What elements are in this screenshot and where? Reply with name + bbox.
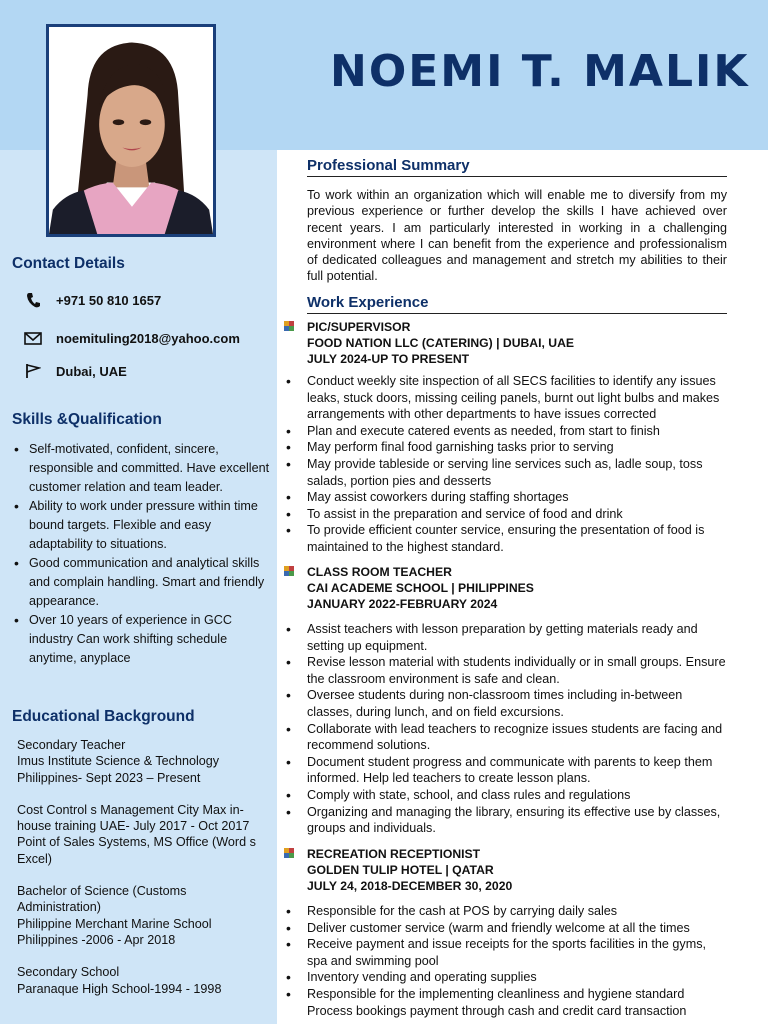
duty-item: • Assist teachers with lesson preparation by getting materials ready and setting up equipment.: [307, 621, 729, 654]
flag-icon: [24, 363, 42, 379]
duty-item: • Revise lesson material with students individually or in small groups. Ensure the classroom environment is safe and clean.: [307, 654, 729, 687]
profile-photo: [46, 24, 216, 237]
education-line: Cost Control s Management City Max in-house training UAE- July 2017 - Oct 2017: [17, 802, 250, 834]
duty-item: • Conduct weekly site inspection of all SECS facilities to identify any issues leaks, stuck doors, missing ceiling panels, burnt out light bulbs and makes arrangements with other departments to have issues corrected: [307, 373, 729, 423]
education-line: Secondary Teacher: [17, 738, 126, 752]
job-company: GOLDEN TULIP HOTEL | QATAR: [307, 863, 494, 878]
summary-heading: Professional Summary: [307, 157, 727, 177]
skills-heading: Skills &Qualification: [12, 411, 162, 428]
education-line: Point of Sales Systems, MS Office (Word s Excel): [17, 835, 256, 866]
duty-item: • To provide efficient counter service, ensuring the presentation of food is maintained to the highest standard.: [307, 522, 729, 555]
education-line: Paranaque High School-1994 - 1998: [17, 981, 222, 996]
education-line: Philippines- Sept 2023 – Present: [17, 770, 201, 785]
duty-item: • Responsible for the cash at POS by carrying daily sales: [307, 903, 729, 920]
job-dates: JULY 2024-UP TO PRESENT: [307, 352, 470, 367]
duty-item: • Collaborate with lead teachers to recognize issues students are facing and recommend solutions.: [307, 721, 729, 754]
duty-item: • Comply with state, school, and class rules and regulations: [307, 787, 729, 804]
education-entry: [17, 883, 272, 948]
job-title: CLASS ROOM TEACHER: [307, 565, 452, 579]
duty-item: • Deliver customer service (warm and friendly welcome at all the times: [307, 920, 729, 937]
skills-list: [12, 440, 270, 668]
duty-item: • To assist in the preparation and service of food and drink: [307, 506, 729, 523]
contact-email: [24, 330, 240, 346]
bullet-marker-icon: [284, 848, 294, 858]
duty-item: • May provide tableside or serving line services such as, ladle soup, toss salads, portion pies and desserts: [307, 456, 729, 489]
education-entry: [17, 802, 272, 867]
job-title: PIC/SUPERVISOR: [307, 320, 411, 334]
skill-item: • Over 10 years of experience in GCC industry Can work shifting schedule anytime, anyplace: [12, 611, 270, 668]
job-header: [307, 564, 534, 613]
education-heading: Educational Background: [12, 708, 195, 725]
job-duties: [307, 903, 729, 1019]
duty-item: • Receive payment and issue receipts for the sports facilities in the gyms, spa and swimming pool: [307, 936, 729, 969]
duty-item: • Responsible for the implementing cleanliness and hygiene standard Process bookings payment through cash and credit card transaction: [307, 986, 729, 1019]
duty-item: • May perform final food garnishing tasks prior to serving: [307, 439, 729, 456]
experience-heading: Work Experience: [307, 294, 727, 314]
phone-icon: [24, 292, 42, 308]
bullet-marker-icon: [284, 321, 294, 331]
job-company: CAI ACADEME SCHOOL | PHILIPPINES: [307, 581, 534, 596]
bullet-marker-icon: [284, 566, 294, 576]
duty-item: • Document student progress and communicate with parents to keep them informed. Help led teachers to create lesson plans.: [307, 754, 729, 787]
job-title: RECREATION RECEPTIONIST: [307, 847, 481, 861]
skill-item: • Ability to work under pressure within time bound targets. Flexible and easy adaptability to situations.: [12, 497, 270, 554]
education-line: Secondary School: [17, 965, 120, 980]
job-company: FOOD NATION LLC (CATERING) | DUBAI, UAE: [307, 336, 574, 351]
duty-item: • Organizing and managing the library, ensuring its effective use by classes, groups and individuals.: [307, 804, 729, 837]
duty-item: • Inventory vending and operating supplies: [307, 969, 729, 986]
envelope-icon: [24, 330, 42, 346]
duty-item: • May assist coworkers during staffing shortages: [307, 489, 729, 506]
education-entry: [17, 737, 272, 786]
contact-phone: [24, 292, 161, 308]
job-dates: JULY 24, 2018-DECEMBER 30, 2020: [307, 879, 513, 894]
phone-text: +971 50 810 1657: [56, 292, 162, 308]
job-header: [307, 846, 512, 895]
skill-item: • Good communication and analytical skills and complain handling. Smart and friendly appearance.: [12, 554, 270, 611]
job-duties: [307, 373, 729, 556]
candidate-name: NOEMI T. MALIK: [330, 46, 750, 97]
summary-text: To work within an organization which will enable me to diversify from my previous experience or further develop the skills I have achieved over recent years. I am particularly interested in working in a challenging environment where I can benefit from the experience and professionalism of dedicated colleagues and management and stretch my abilities to their full potential.: [307, 188, 727, 284]
duty-item: • Oversee students during non-classroom times including in-between classes, during lunch, and on field excursions.: [307, 687, 729, 720]
education-list: [17, 737, 272, 1013]
duty-item: • Plan and execute catered events as needed, from start to finish: [307, 423, 729, 440]
job-duties: [307, 621, 729, 837]
contact-location: [24, 363, 127, 379]
education-line: Bachelor of Science (Customs Administration): [17, 884, 187, 915]
education-line: Philippines -2006 - Apr 2018: [17, 932, 176, 947]
job-dates: JANUARY 2022-FEBRUARY 2024: [307, 597, 498, 612]
contact-heading: Contact Details: [12, 255, 125, 272]
education-line: Imus Institute Science & Technology: [17, 754, 220, 769]
email-text[interactable]: noemituling2018@yahoo.com: [56, 330, 240, 346]
job-header: [307, 319, 574, 368]
location-text: Dubai, UAE: [56, 363, 127, 379]
education-line: Philippine Merchant Marine School: [17, 916, 212, 931]
skill-item: • Self-motivated, confident, sincere, responsible and committed. Have excellent customer relation and team leader.: [12, 440, 270, 497]
education-entry: [17, 964, 272, 997]
